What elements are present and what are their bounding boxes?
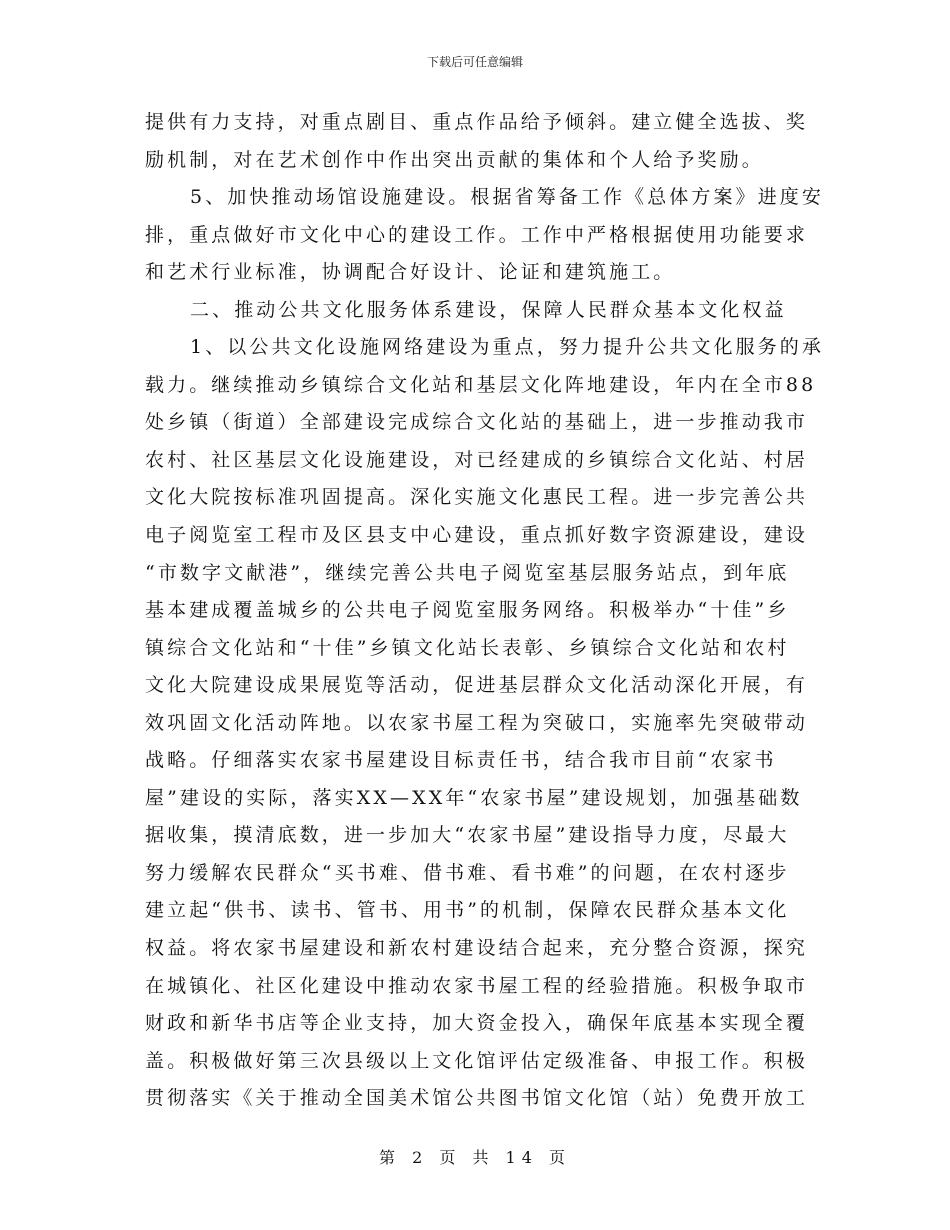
- text-line: 财政和新华书店等企业支持，加大资金投入，确保年底基本实现全覆: [145, 1012, 809, 1035]
- text-line: 权益。将农家书屋建设和新农村建设结合起来，充分整合资源，探究: [145, 937, 809, 960]
- text-line: 努力缓解农民群众“买书难、借书难、看书难”的问题，在农村逐步: [145, 861, 790, 884]
- text-line: 在城镇化、社区化建设中推动农家书屋工程的经验措施。积极争取市: [145, 974, 809, 997]
- text-line: 1、以公共文化设施网络建设为重点，努力提升公共文化服务的承: [190, 336, 824, 359]
- text-line: 贯彻落实《关于推动全国美术馆公共图书馆文化馆（站）免费开放工: [145, 1087, 809, 1110]
- page-number: 第 2 页 共 14 页: [379, 1148, 571, 1167]
- text-line: 电子阅览室工程市及区县支中心建设，重点抓好数字资源建设，建设: [145, 524, 809, 547]
- text-line: 二、推动公共文化服务体系建设，保障人民群众基本文化权益: [190, 298, 787, 321]
- header-note: 下载后可任意编辑: [426, 55, 523, 69]
- text-line: 排，重点做好市文化中心的建设工作。工作中严格根据使用功能要求: [145, 223, 809, 246]
- text-line: 战略。仔细落实农家书屋建设目标责任书，结合我市目前“农家书: [145, 749, 777, 772]
- text-line: 基本建成覆盖城乡的公共电子阅览室服务网络。积极举办“十佳”乡: [145, 599, 790, 622]
- text-line: 效巩固文化活动阵地。以农家书屋工程为突破口，实施率先突破带动: [145, 711, 809, 734]
- text-line: 据收集，摸清底数，进一步加大“农家书屋”建设指导力度，尽最大: [145, 824, 790, 847]
- text-line: 盖。积极做好第三次县级以上文化馆评估定级准备、申报工作。积极: [145, 1049, 809, 1072]
- text-line: 镇综合文化站和“十佳”乡镇文化站长表彰、乡镇综合文化站和农村: [145, 636, 790, 659]
- document-body: [145, 104, 824, 1118]
- text-line: 励机制，对在艺术创作中作出突出贡献的集体和个人给予奖励。: [145, 148, 764, 171]
- text-line: 文化大院按标准巩固提高。深化实施文化惠民工程。进一步完善公共: [145, 486, 809, 509]
- text-line: 文化大院建设成果展览等活动，促进基层群众文化活动深化开展，有: [145, 674, 809, 697]
- text-line: 和艺术行业标准，协调配合好设计、论证和建筑施工。: [145, 261, 676, 284]
- text-line: 5、加快推动场馆设施建设。根据省筹备工作《总体方案》进度安: [190, 186, 824, 209]
- text-line: 农村、社区基层文化设施建设，对已经建成的乡镇综合文化站、村居: [145, 448, 809, 471]
- page-footer: [0, 1148, 950, 1168]
- text-line: 处乡镇（街道）全部建设完成综合文化站的基础上，进一步推动我市: [145, 411, 809, 434]
- text-line: 载力。继续推动乡镇综合文化站和基层文化阵地建设，年内在全市88: [145, 373, 817, 396]
- text-line: 提供有力支持，对重点剧目、重点作品给予倾斜。建立健全选拔、奖: [145, 111, 809, 133]
- page-header: [0, 54, 950, 70]
- text-line: 建立起“供书、读书、管书、用书”的机制，保障农民群众基本文化: [145, 899, 790, 922]
- text-line: 屋”建设的实际，落实XX—XX年“农家书屋”建设规划，加强基础数: [145, 786, 803, 809]
- text-line: “市数字文献港”，继续完善公共电子阅览室基层服务站点，到年底: [145, 561, 790, 584]
